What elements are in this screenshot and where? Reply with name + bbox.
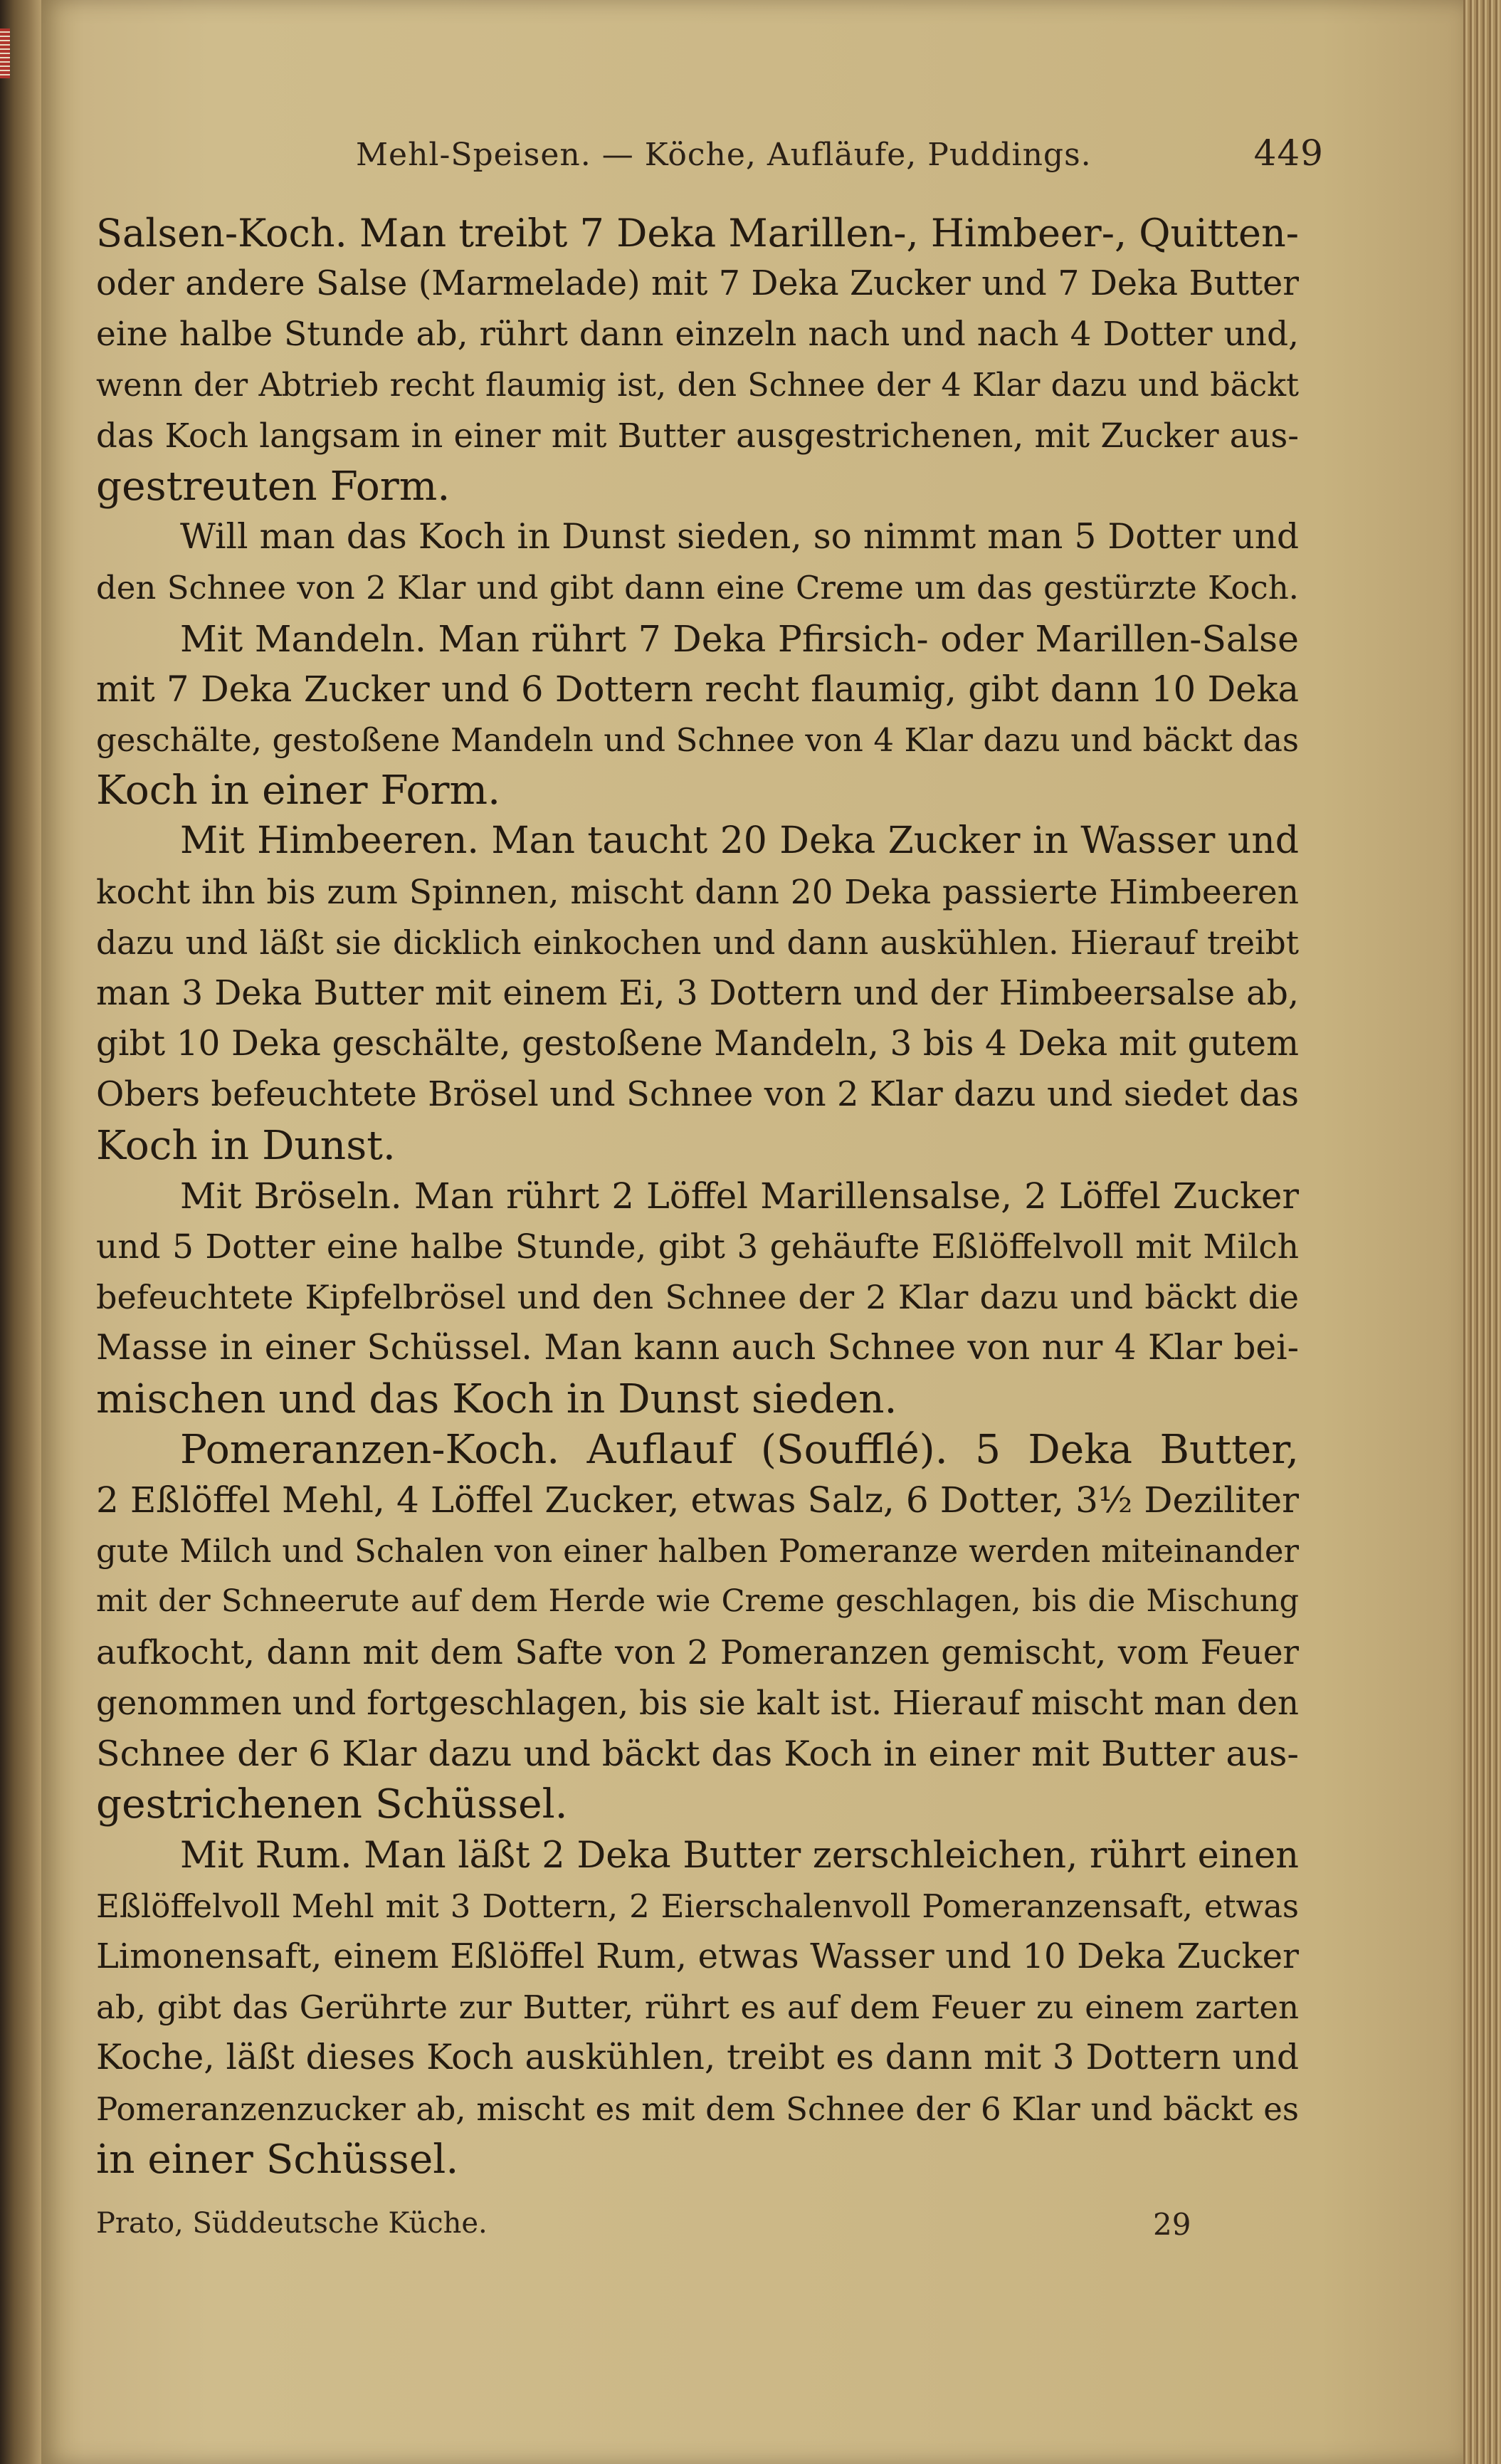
text-line: mischen und das Koch in Dunst sieden.: [96, 1375, 897, 1422]
text-line: genommen und fortgeschlagen, bis sie kalt ist. Hierauf mischt man den: [96, 1683, 1299, 1722]
text-line: ab, gibt das Gerührte zur Butter, rührt es auf dem Feuer zu einem zarten: [96, 1988, 1299, 2027]
text-line: befeuchtete Kipfelbrösel und den Schnee der 2 Klar dazu und bäckt die: [96, 1278, 1299, 1317]
text-line: mit der Schneerute auf dem Herde wie Creme geschlagen, bis die Mischung: [96, 1583, 1299, 1620]
text-line: aufkocht, dann mit dem Safte von 2 Pomeranzen gemischt, vom Feuer: [96, 1632, 1299, 1672]
signature-mark: 29: [1153, 2207, 1191, 2242]
text-line: Koch in einer Form.: [96, 767, 501, 814]
text-line: Mit Mandeln. Man rührt 7 Deka Pfirsich- oder Marillen-Salse: [180, 617, 1299, 660]
ribbon-bookmark: [0, 28, 10, 78]
text-line: oder andere Salse (Marmelade) mit 7 Deka Zucker und 7 Deka Butter: [96, 264, 1299, 304]
text-line: mit 7 Deka Zucker und 6 Dottern recht flaumig, gibt dann 10 Deka: [96, 668, 1299, 710]
text-line: das Koch langsam in einer mit Butter ausgestrichenen, mit Zucker aus-: [96, 416, 1299, 455]
text-line: wenn der Abtrieb recht flaumig ist, den Schnee der 4 Klar dazu und bäckt: [96, 367, 1299, 404]
page-stack-edge: [1463, 0, 1501, 2464]
running-header: [356, 132, 1324, 187]
text-line: Eßlöffelvoll Mehl mit 3 Dottern, 2 Eierschalenvoll Pomeranzensaft, etwas: [96, 1887, 1299, 1925]
page-number: 449: [1253, 132, 1324, 174]
text-line: Mit Rum. Man läßt 2 Deka Butter zerschleichen, rührt einen: [180, 1834, 1299, 1877]
text-line: Koch in Dunst.: [96, 1122, 396, 1169]
text-line: man 3 Deka Butter mit einem Ei, 3 Dottern und der Himbeersalse ab,: [96, 974, 1299, 1014]
text-line: Koche, läßt dieses Koch auskühlen, treibt es dann mit 3 Dottern und: [96, 2038, 1299, 2078]
running-title: Mehl-Speisen. — Köche, Aufläufe, Puddings.: [356, 137, 1092, 173]
text-line: in einer Schüssel.: [96, 2136, 459, 2183]
text-line: Mit Himbeeren. Man taucht 20 Deka Zucker in Wasser und: [180, 819, 1299, 863]
text-line: Will man das Koch in Dunst sieden, so nimmt man 5 Dotter und: [180, 517, 1299, 557]
text-line: Mit Bröseln. Man rührt 2 Löffel Marillensalse, 2 Löffel Zucker: [180, 1175, 1299, 1217]
text-line: geschälte, gestoßene Mandeln und Schnee von 4 Klar dazu und bäckt das: [96, 721, 1299, 760]
adjacent-page-edges: [0, 0, 41, 2464]
text-line: Limonensaft, einem Eßlöffel Rum, etwas Wasser und 10 Deka Zucker: [96, 1936, 1299, 1976]
text-line: Pomeranzen-Koch. Auflauf (Soufflé). 5 Deka Butter,: [180, 1426, 1299, 1473]
text-line: Masse in einer Schüssel. Man kann auch Schnee von nur 4 Klar bei-: [96, 1328, 1299, 1368]
text-line: kocht ihn bis zum Spinnen, mischt dann 20 Deka passierte Himbeeren: [96, 872, 1299, 912]
text-line: gute Milch und Schalen von einer halben Pomeranze werden miteinander: [96, 1532, 1299, 1571]
text-line: Obers befeuchtete Brösel und Schnee von 2 Klar dazu und siedet das: [96, 1074, 1299, 1115]
text-line: Schnee der 6 Klar dazu und bäckt das Koch in einer mit Butter aus-: [96, 1734, 1299, 1775]
text-line: Pomeranzenzucker ab, mischt es mit dem Schnee der 6 Klar und bäckt es: [96, 2090, 1299, 2128]
text-line: 2 Eßlöffel Mehl, 4 Löffel Zucker, etwas Salz, 6 Dotter, 3½ Deziliter: [96, 1479, 1299, 1521]
text-line: gibt 10 Deka geschälte, gestoßene Mandeln, 3 bis 4 Deka mit gutem: [96, 1024, 1299, 1064]
text-line: gestrichenen Schüssel.: [96, 1781, 568, 1828]
footer-title: Prato, Süddeutsche Küche.: [96, 2207, 488, 2240]
text-line: eine halbe Stunde ab, rührt dann einzeln nach und nach 4 Dotter und,: [96, 315, 1299, 355]
text-line: Salsen-Koch. Man treibt 7 Deka Marillen-, Himbeer-, Quitten-: [96, 211, 1299, 256]
text-line: den Schnee von 2 Klar und gibt dann eine Creme um das gestürzte Koch.: [96, 569, 1299, 607]
page-footer: [96, 2207, 1235, 2250]
text-line: und 5 Dotter eine halbe Stunde, gibt 3 gehäufte Eßlöffelvoll mit Milch: [96, 1227, 1299, 1267]
text-line: gestreuten Form.: [96, 463, 451, 510]
recipe-text: [96, 208, 1299, 2185]
text-line: dazu und läßt sie dicklich einkochen und dann auskühlen. Hierauf treibt: [96, 923, 1299, 962]
